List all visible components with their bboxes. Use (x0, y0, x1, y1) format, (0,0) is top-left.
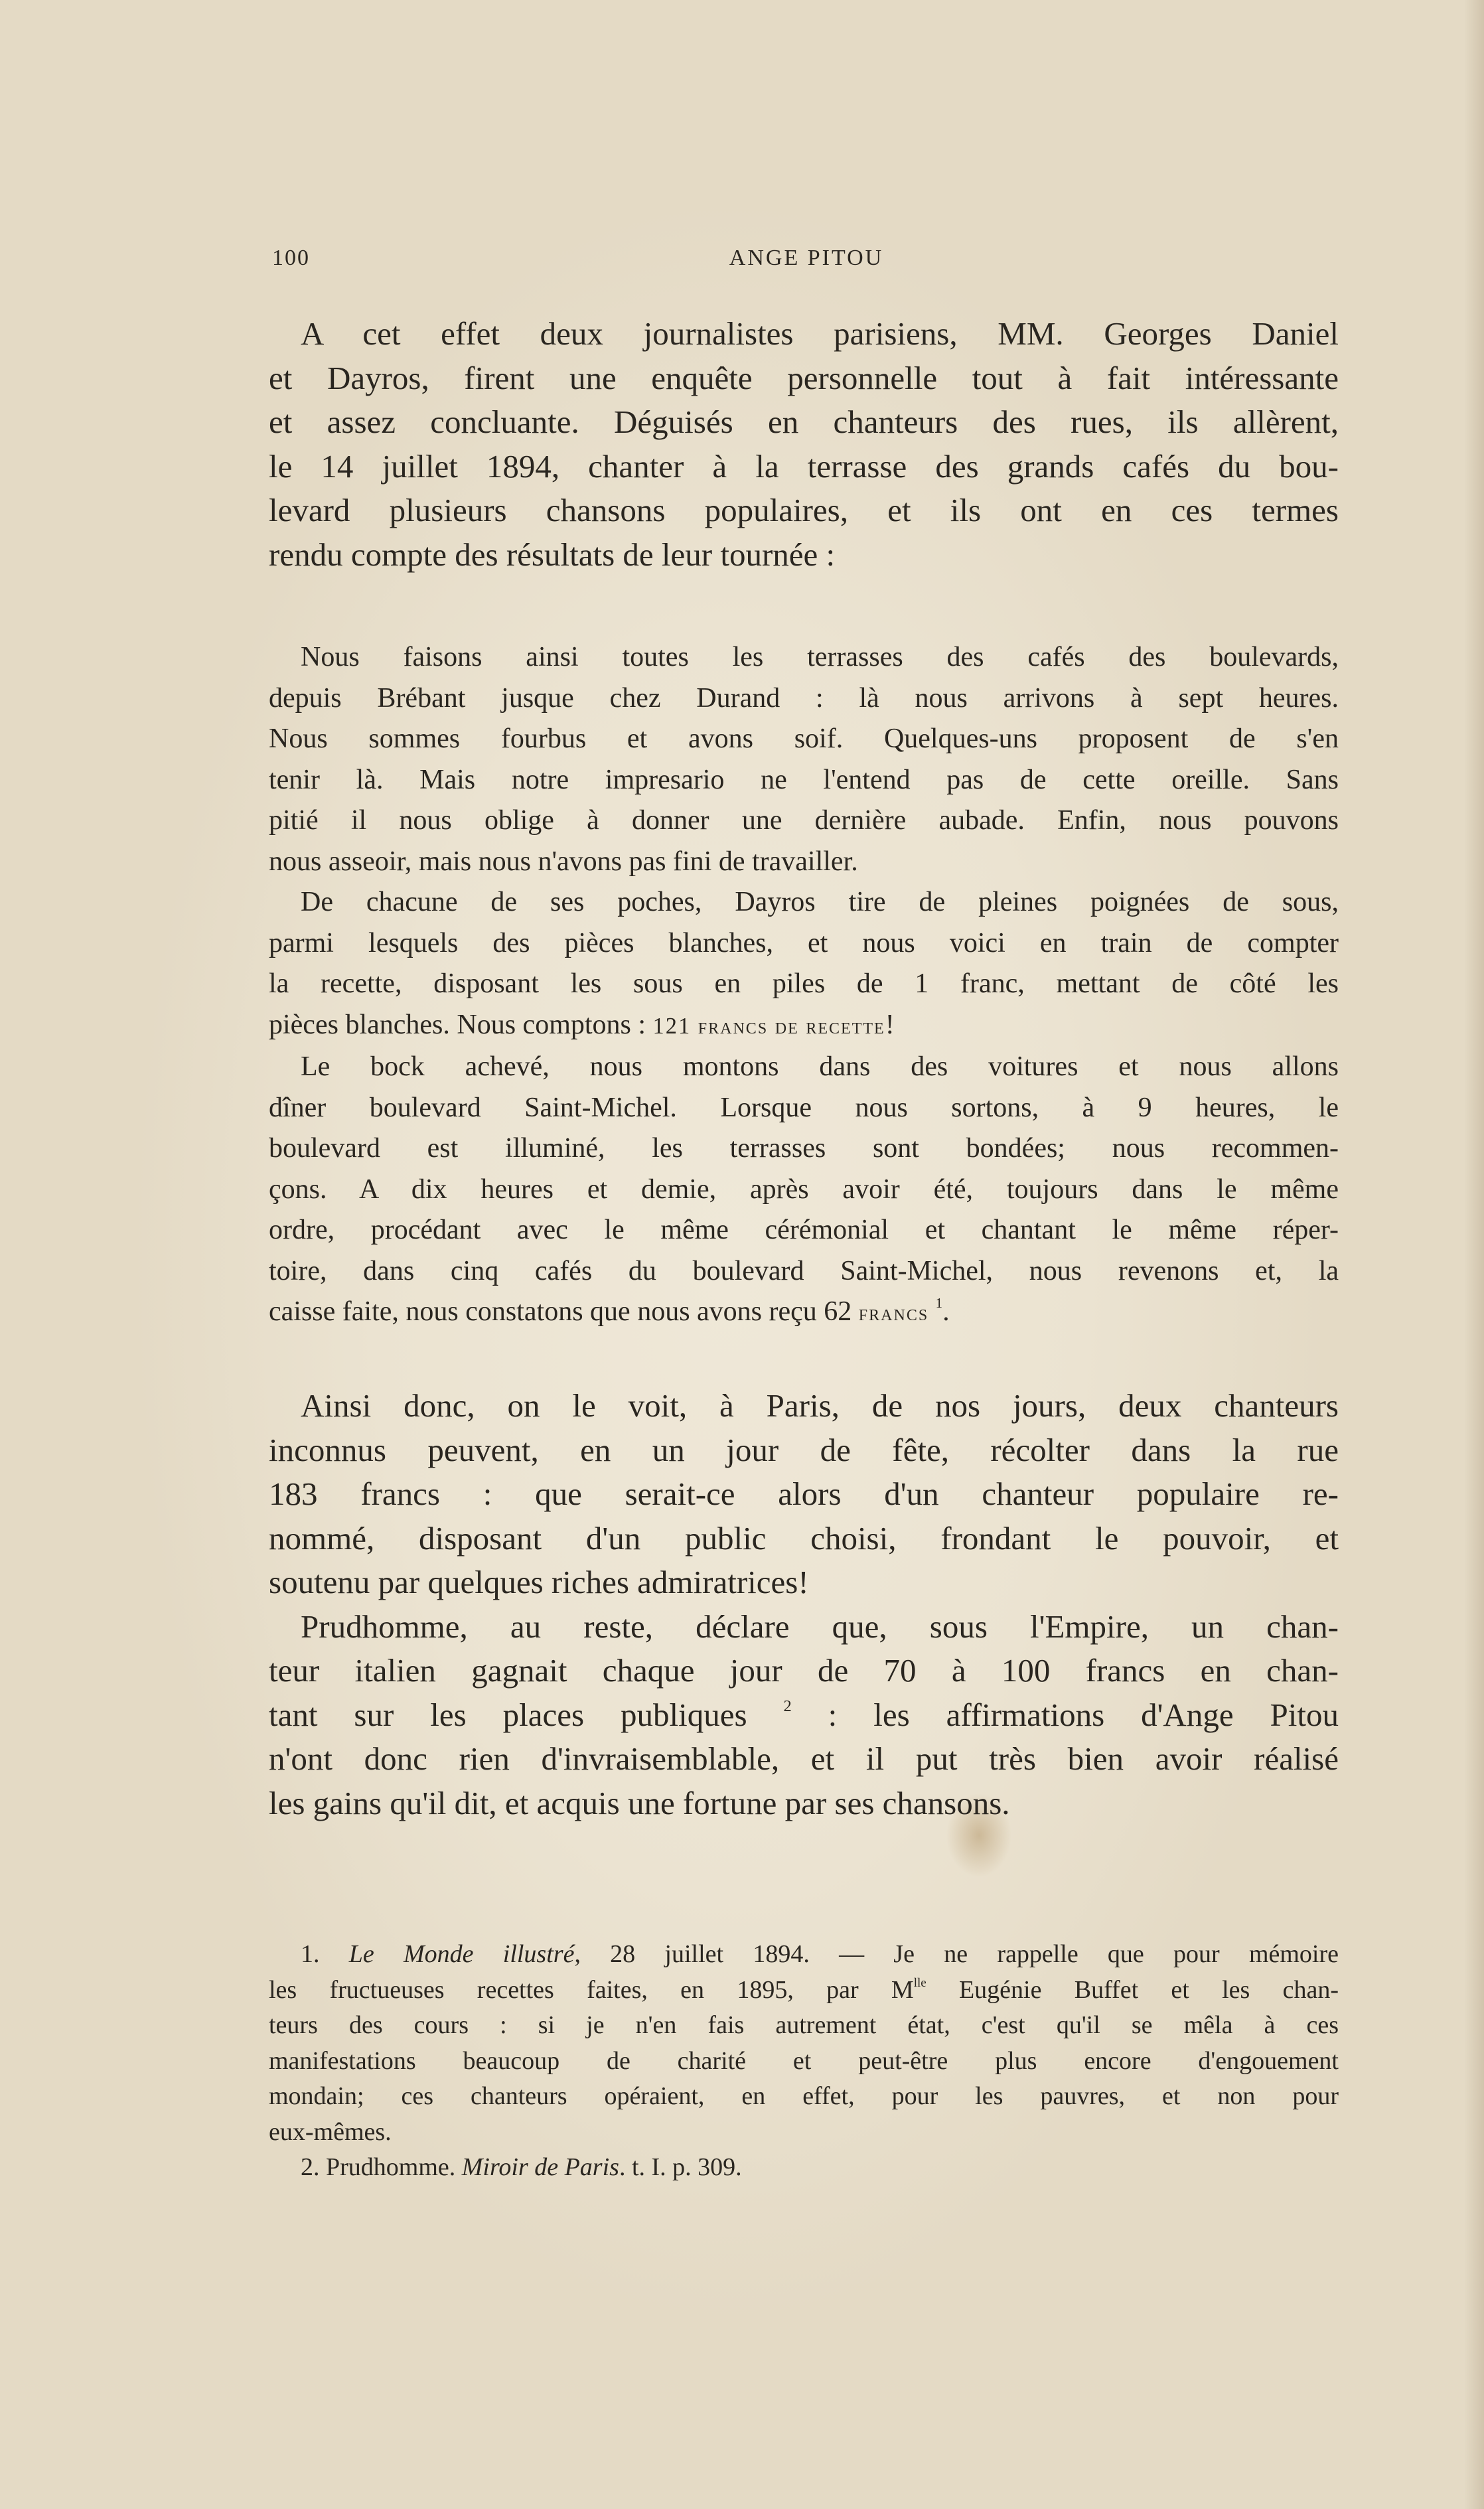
quote-line: Nous faisons ainsi toutes les terrasses des cafés des boulevards, (301, 642, 1339, 672)
body-text: tant sur les places publiques (269, 1696, 784, 1733)
quote-line: depuis Brébant jusque chez Durand : là nous arrivons à sept heures. (269, 682, 1339, 714)
quote-text: ! (885, 1009, 895, 1040)
text-line: inconnus peuvent, en un jour de fête, récolter dans la rue (269, 1431, 1339, 1468)
footnote-text: . t. I. p. 309. (619, 2153, 742, 2181)
quote-text: pièces blanches. Nous comptons : (269, 1009, 653, 1040)
text-line: 183 francs : que serait-ce alors d'un chanteur populaire re- (269, 1476, 1339, 1512)
text-line (269, 1693, 1339, 1738)
quote-text: caisse faite, nous constatons que nous avons reçu 62 (269, 1296, 859, 1327)
text-line: A cet effet deux journalistes parisiens, MM. Georges Daniel (301, 315, 1339, 352)
footnote-line: teurs des cours : si je n'en fais autrement état, c'est qu'il se mêla à ces (269, 2011, 1339, 2039)
footnote-source-title: Le Monde illustré (348, 1940, 575, 1968)
quote-line: tenir là. Mais notre impresario ne l'entend pas de cette oreille. Sans (269, 764, 1339, 795)
running-header (272, 246, 1341, 279)
quote-line: parmi lesquels des pièces blanches, et nous voici en train de compter (269, 927, 1339, 958)
quote-line (269, 1292, 1339, 1334)
text-line: levard plusieurs chansons populaires, et ils ont en ces termes (269, 492, 1339, 528)
footnote-source-title: Miroir de Paris (461, 2153, 619, 2181)
footnote-2 (269, 2150, 1339, 2186)
footnote-line: mondain; ces chanteurs opéraient, en effet, pour les pauvres, et non pour (269, 2082, 1339, 2110)
quote-line: ordre, procédant avec le même cérémonial et chantant le même réper- (269, 1215, 1339, 1245)
text-line: et Dayros, firent une enquête personnelle tout à fait intéressante (269, 359, 1339, 396)
running-title: ANGE PITOU (729, 246, 884, 270)
intro-paragraph (269, 312, 1339, 577)
text-line: nommé, disposant d'un public choisi, frondant le pouvoir, et (269, 1519, 1339, 1557)
text-line: et assez concluante. Déguisés en chanteurs des rues, ils allèrent, (269, 404, 1339, 440)
quote-line: boulevard est illuminé, les terrasses sont bondées; nous recommen- (269, 1133, 1339, 1164)
page-edge-shadow (1464, 0, 1484, 2509)
footnotes (269, 1937, 1339, 2186)
footnote-ref-2[interactable]: 2 (783, 1697, 792, 1715)
footnote-1 (269, 1937, 1339, 1973)
quote-line: Le bock achevé, nous montons dans des voitures et nous allons (301, 1051, 1339, 1082)
footnote-number: 1. (301, 1940, 320, 1968)
page-number: 100 (272, 246, 310, 270)
quote-text: . (942, 1296, 950, 1327)
footnote-line: manifestations beaucoup de charité et peut-être plus encore d'engouement (269, 2046, 1339, 2075)
footnote-line (269, 1973, 1339, 2009)
abbrev-superscript: lle (913, 1975, 927, 1990)
text-line: rendu compte des résultats de leur tournée : (269, 536, 836, 573)
quote-line (269, 1005, 1339, 1047)
text-line: soutenu par quelques riches admiratrices! (269, 1564, 809, 1600)
conclusion-paragraphs (269, 1384, 1339, 1825)
text-line: Prudhomme, au reste, déclare que, sous l'Empire, un chan- (301, 1608, 1339, 1645)
footnote-text: les fructueuses recettes faites, en 1895, par M (269, 1975, 914, 2004)
footnote-text: Eugénie Buffet et les chan- (926, 1975, 1339, 2004)
footnote-number: 2. (301, 2153, 320, 2181)
smallcaps-amount: francs (858, 1300, 929, 1326)
footnote-text: , 28 juillet 1894. — Je ne rappelle que pour mémoire (574, 1940, 1339, 1968)
footnote-ref-1[interactable]: 1 (935, 1295, 943, 1312)
quote-line: nous asseoir, mais nous n'avons pas fini de travailler. (269, 846, 858, 877)
smallcaps-amount: 121 francs de recette (652, 1013, 885, 1039)
quote-line: toire, dans cinq cafés du boulevard Saint-Michel, nous revenons et, la (269, 1255, 1339, 1286)
body-text: : les affirmations d'Ange Pitou (791, 1696, 1339, 1733)
quote-line: la recette, disposant les sous en piles de 1 franc, mettant de côté les (269, 968, 1339, 999)
quote-line: çons. A dix heures et demie, après avoir été, toujours dans le même (269, 1174, 1339, 1205)
text-line: les gains qu'il dit, et acquis une fortune par ses chansons. (269, 1784, 1010, 1821)
quote-line: pitié il nous oblige à donner une dernière aubade. Enfin, nous pouvons (269, 805, 1339, 836)
text-line: Ainsi donc, on le voit, à Paris, de nos jours, deux chanteurs (301, 1387, 1339, 1424)
footnote-author: Prudhomme. (326, 2153, 456, 2181)
text-line: le 14 juillet 1894, chanter à la terrasse des grands cafés du bou- (269, 447, 1339, 485)
quote-line: De chacune de ses poches, Dayros tire de pleines poignées de sous, (301, 887, 1339, 917)
block-quotation (269, 637, 1339, 1334)
text-line: teur italien gagnait chaque jour de 70 à 100 francs en chan- (269, 1652, 1339, 1689)
quote-line: Nous sommes fourbus et avons soif. Quelques-uns proposent de s'en (269, 723, 1339, 754)
quote-line: dîner boulevard Saint-Michel. Lorsque nous sortons, à 9 heures, le (269, 1092, 1339, 1123)
text-line: n'ont donc rien d'invraisemblable, et il put très bien avoir réalisé (269, 1740, 1339, 1777)
footnote-line: eux-mêmes. (269, 2117, 392, 2146)
